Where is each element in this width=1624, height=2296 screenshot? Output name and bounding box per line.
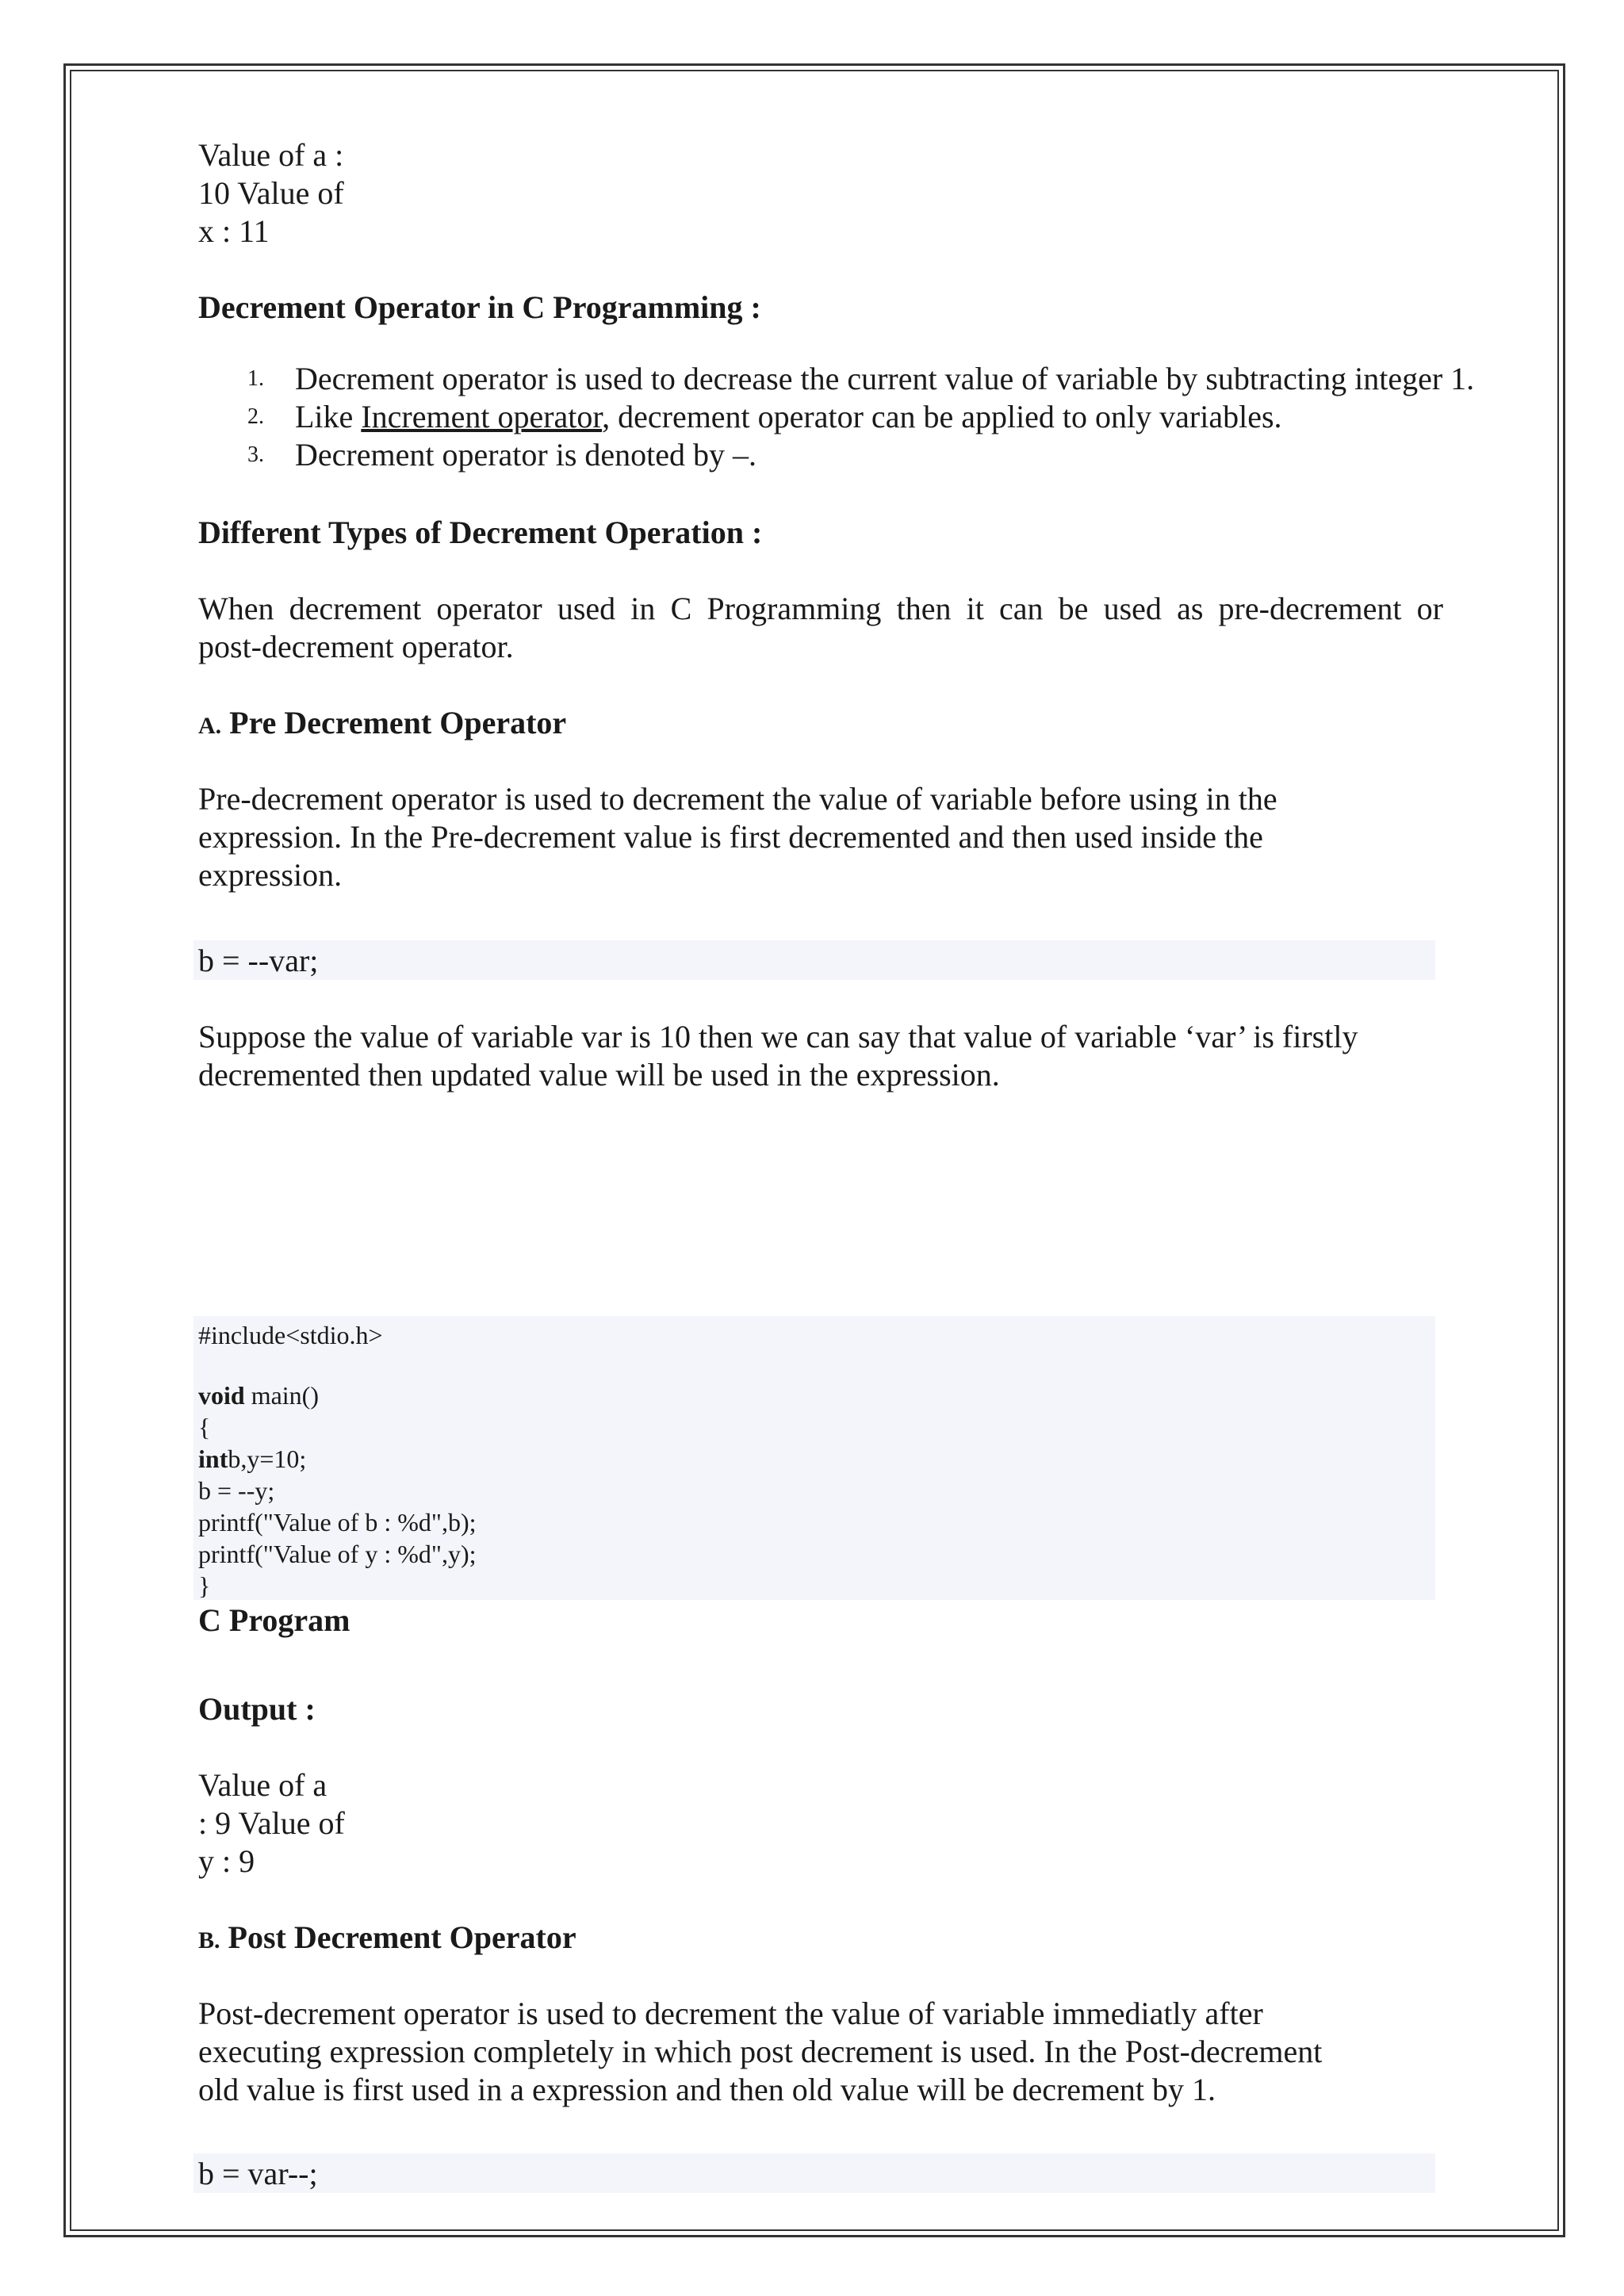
code-line-print-y: printf("Value of y : %d",y); bbox=[198, 1540, 477, 1568]
list-item bbox=[198, 360, 1474, 398]
pre-output-line-2: : 9 Value of bbox=[198, 1805, 345, 1841]
section-letter: A. bbox=[198, 713, 222, 739]
code-line-main bbox=[198, 1380, 319, 1411]
post-paragraph-line-2: executing expression completely in which post decrement is used. In the Post-decrement bbox=[198, 2034, 1323, 2069]
post-paragraph-line-1: Post-decrement operator is used to decrement the value of variable immediatly after bbox=[198, 1996, 1263, 2031]
list-number: 3. bbox=[247, 442, 264, 467]
code-main-signature: main() bbox=[244, 1381, 319, 1410]
list-number: 2. bbox=[247, 404, 264, 429]
intro-output-line-2: 10 Value of bbox=[198, 175, 344, 211]
list-text: Decrement operator is denoted by –. bbox=[295, 437, 757, 473]
post-snippet-block bbox=[193, 2153, 1435, 2193]
section-title: Post Decrement Operator bbox=[228, 1919, 576, 1955]
code-keyword-void: void bbox=[198, 1381, 245, 1410]
decrement-points-list bbox=[198, 360, 1474, 474]
decrement-operator-heading: Decrement Operator in C Programming : bbox=[198, 289, 761, 325]
output-heading: Output : bbox=[198, 1691, 316, 1727]
pre-decrement-heading bbox=[198, 704, 566, 745]
pre-output-line-3: y : 9 bbox=[198, 1843, 255, 1879]
pre-snippet-code: b = --var; bbox=[198, 943, 319, 978]
pre-output-line-1: Value of a bbox=[198, 1767, 327, 1803]
types-paragraph-line-2: post-decrement operator. bbox=[198, 629, 514, 664]
pre-paragraph-line-3: expression. bbox=[198, 857, 343, 893]
pre-snippet-block bbox=[193, 940, 1435, 980]
section-title: Pre Decrement Operator bbox=[229, 705, 567, 740]
list-text: Decrement operator is used to decrease the current value of variable by subtracting integer 1. bbox=[295, 361, 1475, 396]
code-line-close-brace: } bbox=[198, 1571, 211, 1600]
code-line-declaration bbox=[198, 1443, 306, 1475]
post-decrement-heading bbox=[198, 1919, 576, 1960]
list-item bbox=[198, 398, 1474, 436]
program-caption: C Program bbox=[198, 1602, 350, 1638]
list-number: 1. bbox=[247, 366, 264, 391]
decrement-types-heading: Different Types of Decrement Operation : bbox=[198, 515, 763, 550]
list-text-pre: Like bbox=[295, 399, 362, 434]
section-letter: B. bbox=[198, 1927, 220, 1954]
post-paragraph-line-3: old value is first used in a expression and then old value will be decrement by 1. bbox=[198, 2072, 1216, 2107]
types-paragraph-line-1: When decrement operator used in C Programming then it can be used as pre-decrement or bbox=[198, 591, 1443, 626]
pre-explain-line-1: Suppose the value of variable var is 10 then we can say that value of variable ‘var’ is firstly bbox=[198, 1019, 1358, 1054]
code-keyword-int: int bbox=[198, 1445, 228, 1473]
increment-operator-link[interactable]: Increment operator bbox=[361, 399, 603, 434]
pre-explain-line-2: decremented then updated value will be used in the expression. bbox=[198, 1057, 1000, 1093]
intro-output-line-3: x : 11 bbox=[198, 213, 270, 249]
list-item bbox=[198, 436, 1474, 474]
code-line-open-brace: { bbox=[198, 1413, 211, 1441]
code-line-assign: b = --y; bbox=[198, 1476, 275, 1505]
code-declaration: b,y=10; bbox=[228, 1445, 307, 1473]
post-snippet-code: b = var--; bbox=[198, 2156, 318, 2191]
intro-output-line-1: Value of a : bbox=[198, 137, 344, 173]
code-line-include: #include<stdio.h> bbox=[198, 1321, 383, 1349]
pre-paragraph-line-2: expression. In the Pre-decrement value is first decremented and then used inside the bbox=[198, 819, 1263, 855]
code-line-print-b: printf("Value of b : %d",b); bbox=[198, 1508, 477, 1536]
list-text-post: , decrement operator can be applied to only variables. bbox=[602, 399, 1282, 434]
pre-paragraph-line-1: Pre-decrement operator is used to decrement the value of variable before using in the bbox=[198, 781, 1277, 817]
